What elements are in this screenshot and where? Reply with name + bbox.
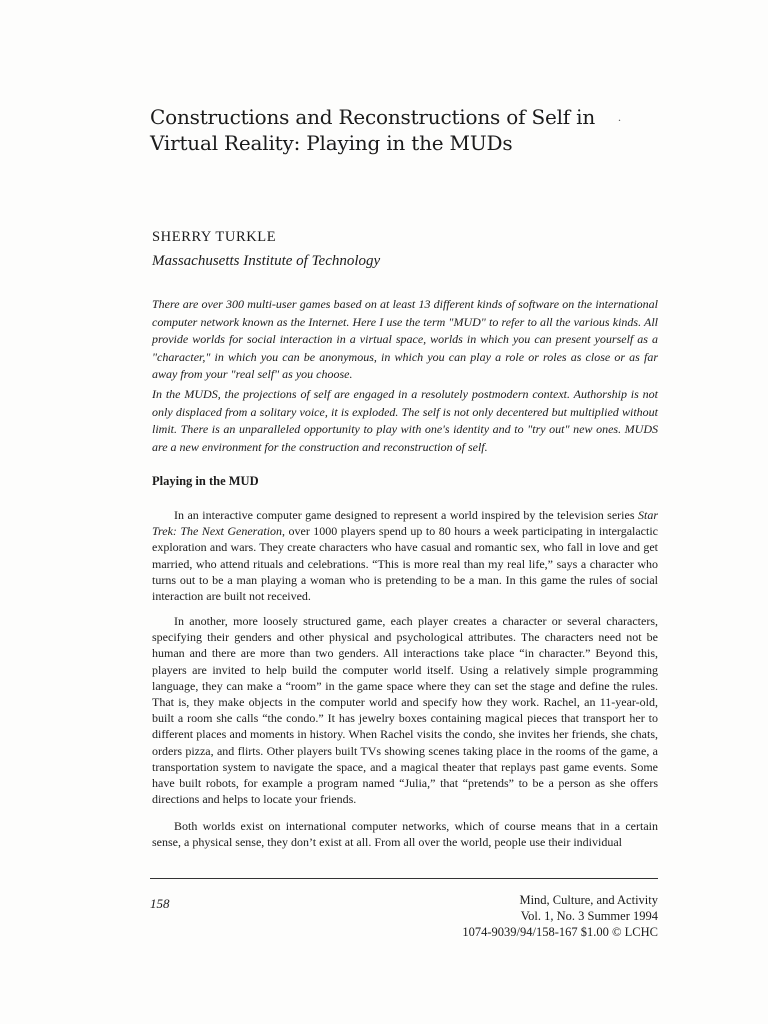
journal-volume: Vol. 1, No. 3 Summer 1994 <box>520 909 658 923</box>
article-title-line-2: Virtual Reality: Playing in the MUDs <box>150 131 513 155</box>
journal-name: Mind, Culture, and Activity <box>519 893 658 907</box>
abstract-paragraph-2: In the MUDS, the projections of self are engaged in a resolutely postmodern context. Authorship is not only displaced from a solitary voice, it is exploded. The self is not only decentered but multiplied without limit. There is an unparalleled opportunity to play with one's identity and to "try out" new ones. MUDS are a new environment for the construction and reconstruction of self. <box>152 387 658 454</box>
author-name: SHERRY TURKLE <box>152 229 277 245</box>
body-paragraph-1-text-a: In an interactive computer game designed to represent a world inspired by the television series <box>174 508 638 522</box>
footer-rule <box>150 878 658 879</box>
journal-citation <box>462 892 658 940</box>
body-paragraph-1-text-b: , over 1000 players spend up to 80 hours a week participating in intergalactic exploration and wars. They create characters who have casual and romantic sex, who fall in love and get married, who attend rituals and celebrations. “This is more real than my real life,” says a character who turns out to be a man playing a woman who is pretending to be a man. In this game the rules of social interaction are built not received. <box>152 524 658 604</box>
abstract-paragraph-1: There are over 300 multi-user games based on at least 13 different kinds of software on the international computer network known as the Internet. Here I use the term "MUD" to refer to all the various kinds. All provide worlds for social interaction in a virtual space, worlds in which you can present yourself as a "character," in which you can be anonymous, in which you can play a role or roles as close or as far away from your "real self" as you choose. <box>152 297 658 381</box>
scan-speck: . <box>618 110 621 124</box>
body-paragraph-1 <box>152 507 658 604</box>
author-affiliation: Massachusetts Institute of Technology <box>152 253 381 269</box>
article-title <box>150 104 670 156</box>
body-paragraph-3: Both worlds exist on international computer networks, which of course means that in a certain sense, a physical sense, they don’t exist at all. From all over the world, people use their individual <box>152 819 658 850</box>
section-heading: Playing in the MUD <box>152 474 259 488</box>
article-title-line-1: Constructions and Reconstructions of Self in <box>150 105 596 129</box>
journal-code: 1074-9039/94/158-167 $1.00 © LCHC <box>462 925 658 939</box>
body-paragraph-2: In another, more loosely structured game, each player creates a character or several characters, specifying their genders and other physical and psychological attributes. The characters need not be human and there are more than two genders. All interactions take place “in character.” Beyond this, players are invited to help build the computer world itself. Using a relatively simple programming language, they can make a “room” in the game space where they can set the stage and define the rules. That is, they make objects in the computer world and specify how they work. Rachel, an 11-year-old, built a room she calls “the condo.” It has jewelry boxes containing magical pieces that transport her to different places and moments in history. When Rachel visits the condo, she invites her friends, she chats, orders pizza, and flirts. Other players built TVs showing scenes taking place in the rooms of the game, a transportation system to navigate the space, and a magical theater that replays past game events. Some have built robots, for example a program named “Julia,” that “pretends” to be a person as she offers directions and helps to locate your friends. <box>152 614 658 807</box>
tv-series-title: Star Trek: The Next Generation <box>152 508 658 539</box>
page-number: 158 <box>150 896 170 911</box>
